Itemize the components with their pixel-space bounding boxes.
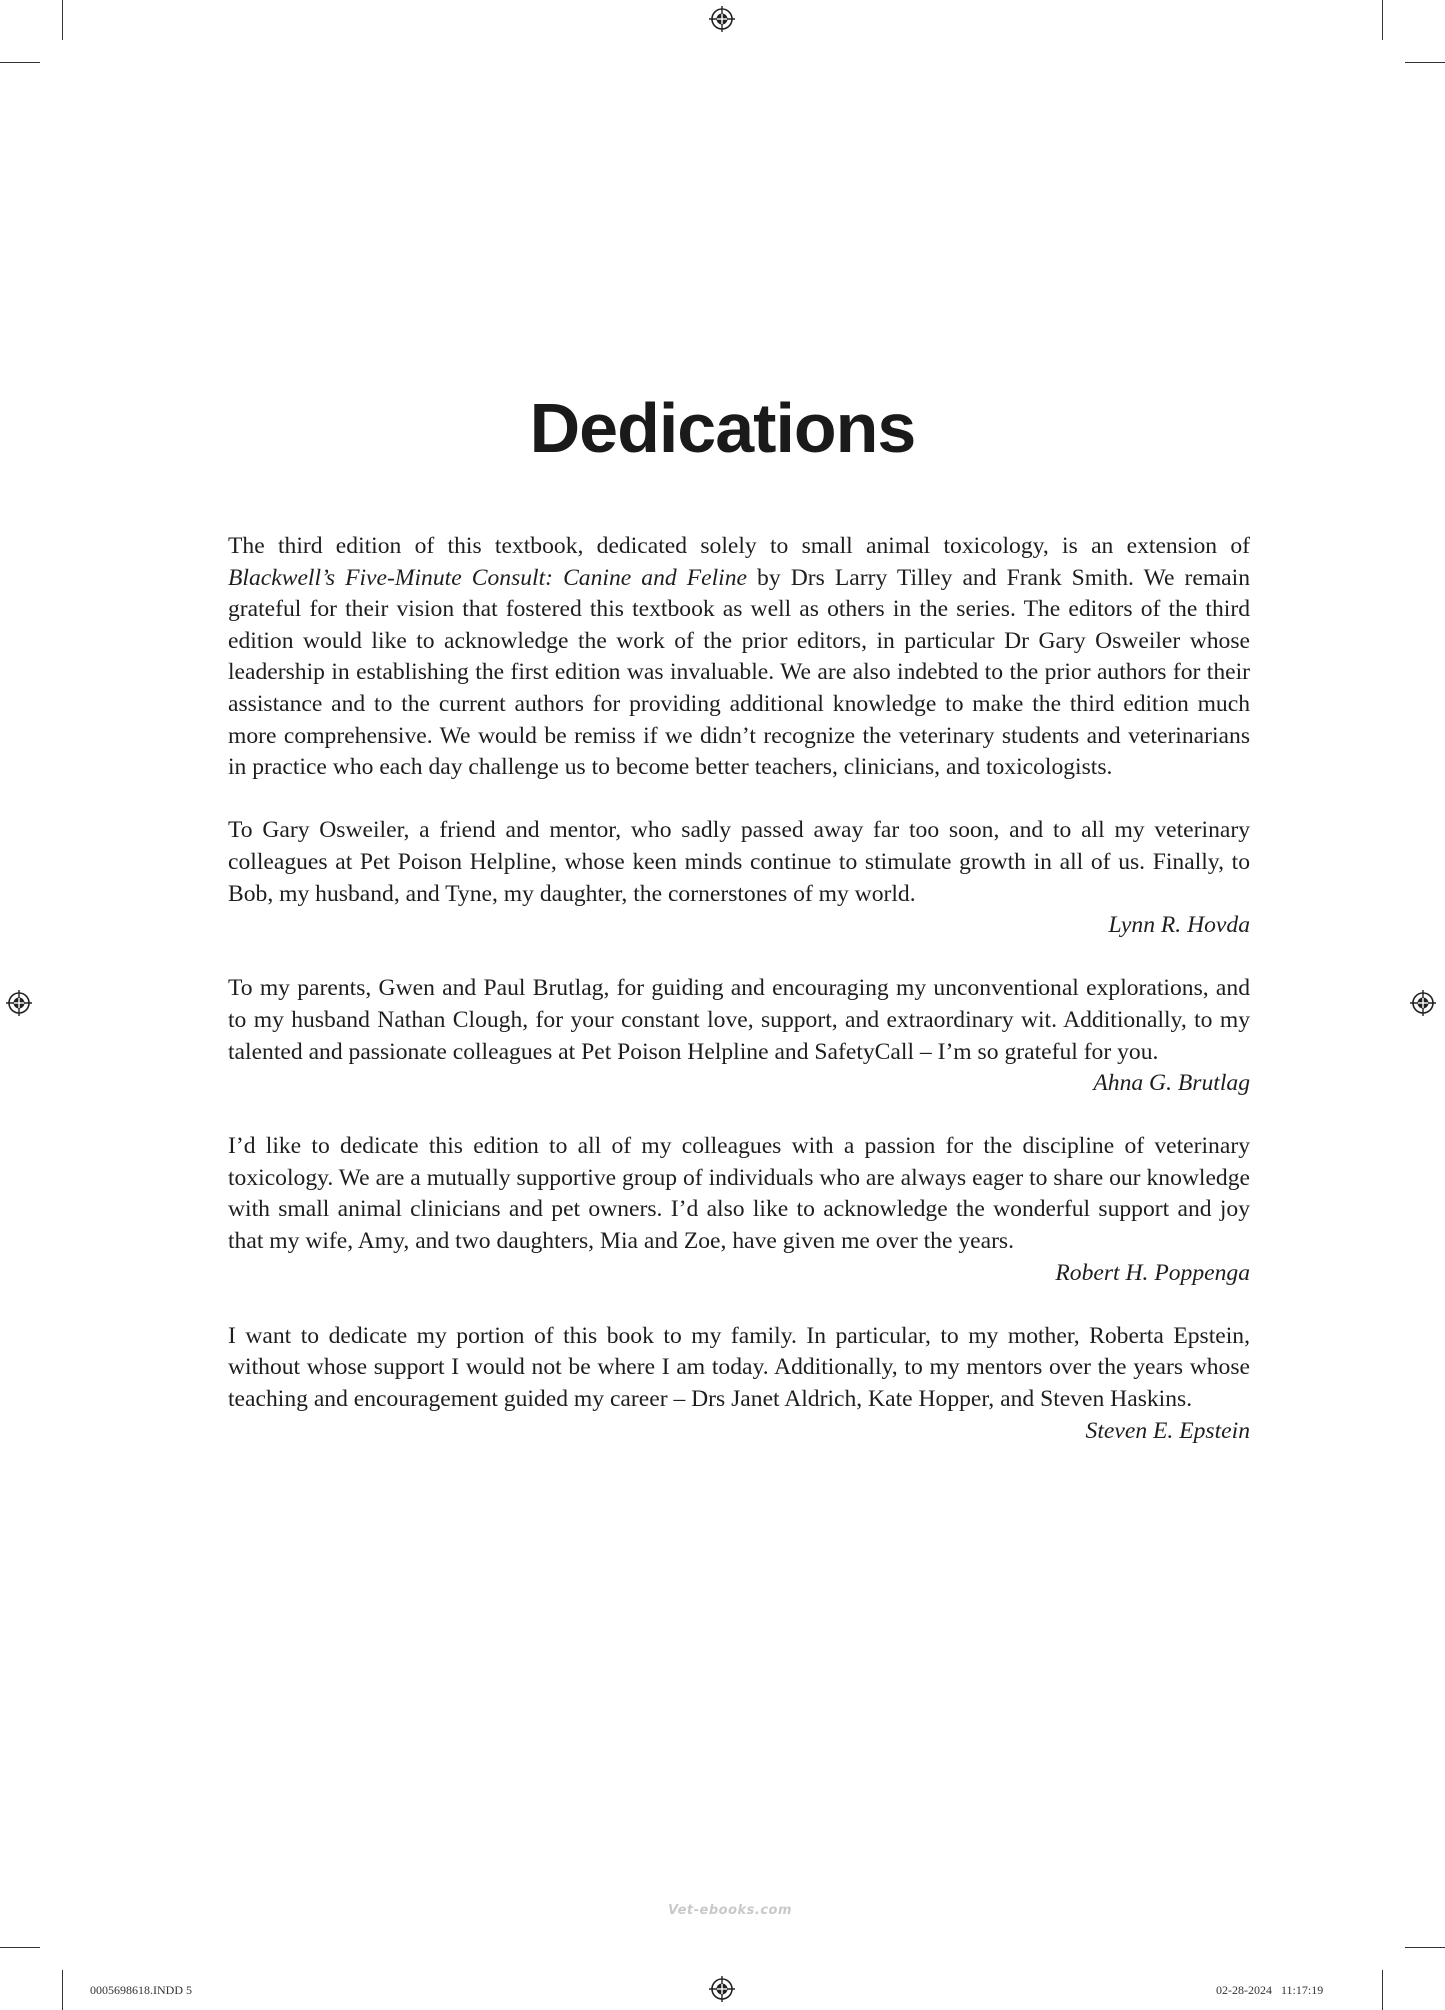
page-title: Dedications <box>529 389 916 467</box>
crop-mark <box>1382 1970 1383 2010</box>
crop-mark <box>0 1947 40 1948</box>
slug-datetime: 02-28-2024 11:17:19 <box>1216 1983 1324 1997</box>
dedication-signature: Robert H. Poppenga <box>1055 1259 1250 1286</box>
dedication-signature: Ahna G. Brutlag <box>1093 1070 1250 1097</box>
intro-text-before: The third edition of this textbook, dedicated solely to small animal toxicology, is an extension of <box>228 533 1250 559</box>
crop-mark <box>1405 1947 1445 1948</box>
crop-mark <box>0 62 40 63</box>
slug-filename: 0005698618.INDD 5 <box>90 1983 192 1997</box>
intro-text-after: by Drs Larry Tilley and Frank Smith. We remain grateful for their vision that fostered this textbook as well as others in the series. The editors of the third edition would like to acknowledge the work of the prior editors, in particular Dr Gary Osweiler whose leadership in establishing the first edition was invaluable. We are also indebted to the prior authors for their assistance and to the current authors for providing additional knowledge to make the third edition much more comprehensive. We would be remiss if we didn’t recognize the veterinary students and veterinarians in practice who each day challenge us to become better teachers, clinicians, and toxicologists. <box>228 564 1250 781</box>
crop-mark <box>62 1970 63 2010</box>
crop-mark <box>1382 0 1383 40</box>
dedication-text: To Gary Osweiler, a friend and mentor, who sadly passed away far too soon, and to all my veterinary colleagues at Pet Poison Helpline, whose keen minds continue to stimulate growth in all of us. Finally, to Bob, my husband, and Tyne, my daughter, the cornerstones of my world. <box>228 817 1250 907</box>
registration-mark-icon <box>708 1975 736 2003</box>
dedication-signature: Lynn R. Hovda <box>1108 912 1250 939</box>
dedication-text: To my parents, Gwen and Paul Brutlag, for guiding and encouraging my unconventional explorations, and to my husband Nathan Clough, for your constant love, support, and extraordinary wit. Additionally, to my talented and passionate colleagues at Pet Poison Helpline and SafetyCall – I’m so grateful for you. <box>228 975 1250 1065</box>
dedications-body <box>228 531 1250 1447</box>
book-title: Blackwell’s Five-Minute Consult: Canine and Feline <box>228 564 747 591</box>
dedication-text: I want to dedicate my portion of this book to my family. In particular, to my mother, Roberta Epstein, without whose support I would not be where I am today. Additionally, to my mentors over the years whose teaching and encouragement guided my career – Drs Janet Aldrich, Kate Hopper, and Steven Haskins. <box>228 1322 1250 1413</box>
watermark: Vet-ebooks.com <box>668 1903 793 1918</box>
intro-paragraph <box>228 531 1250 784</box>
crop-mark <box>1405 62 1445 63</box>
registration-mark-icon <box>1409 989 1437 1017</box>
registration-mark-icon <box>708 5 736 33</box>
registration-mark-icon <box>5 989 33 1017</box>
dedication-text: I’d like to dedicate this edition to all of my colleagues with a passion for the discipline of veterinary toxicology. We are a mutually supportive group of individuals who are always eager to share our knowledge with small animal clinicians and pet owners. I’d also like to acknowledge the wonderful support and joy that my wife, Amy, and two daughters, Mia and Zoe, have given me over the years. <box>228 1133 1250 1255</box>
dedication-signature: Steven E. Epstein <box>1085 1417 1250 1444</box>
crop-mark <box>62 0 63 40</box>
